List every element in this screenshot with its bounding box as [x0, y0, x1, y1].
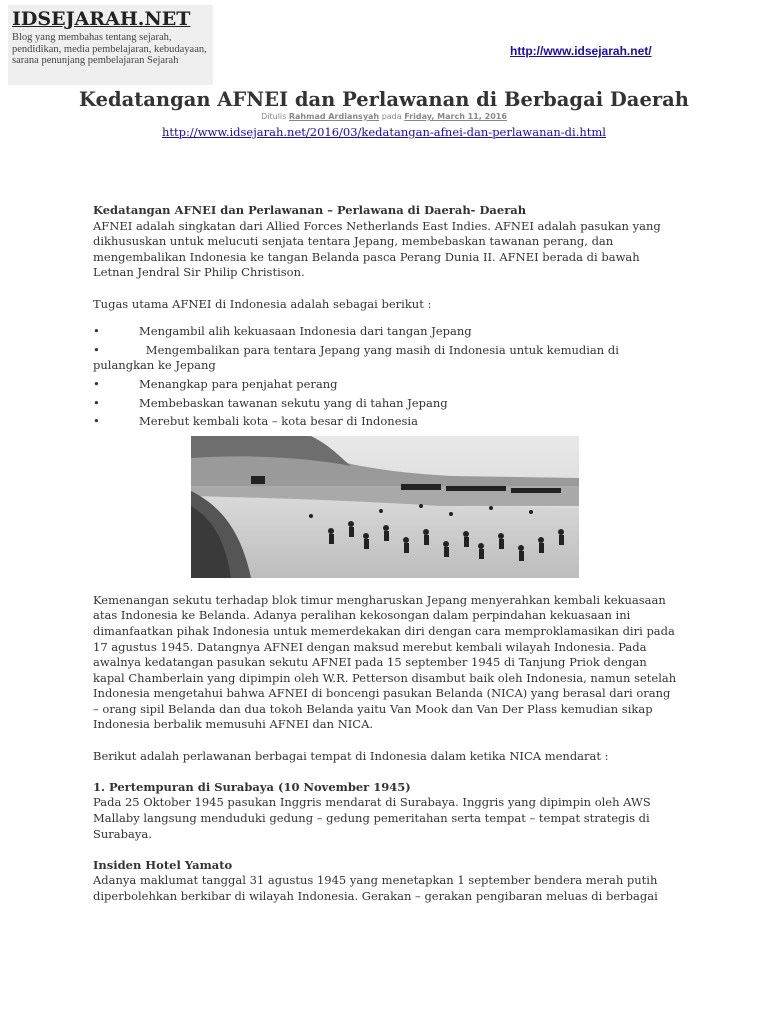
section-heading-surabaya: 1. Pertempuran di Surabaya (10 November 1945): [93, 779, 411, 794]
section-text-yamato: Adanya maklumat tanggal 31 agustus 1945 yang menetapkan 1 september bendera merah putih diperbolehkan berkibar di wilayah Indonesia. Gerakan – gerakan pengibaran meluas di berbagai: [93, 873, 658, 903]
list-item: • Mengembalikan para tentara Jepang yang masih di Indonesia untuk kemudian di pulangkan ke Jepang: [93, 342, 619, 373]
history-paragraph: Kemenangan sekutu terhadap blok timur mengharuskan Jepang menyerahkan kembali kekuasaan atas Indonesia ke Belanda. Adanya peralihan kekosongan dalam perpindahan kekuasaan ini dimanfaatkan pihak Indonesia untuk memerdekakan diri dengan cara memproklamasikan diri pada 17 agustus 1945. Datangnya AFNEI dengan maksud merebut kembali wilayah Indonesia. Pada awalnya kedatangan pasukan sekutu AFNEI pada 15 september 1945 di Tanjung Priok dengan kapal Chamberlain yang dipimpin oleh W.R. Petterson disambut baik oleh Indonesia, namun setelah Indonesia mengetahui bahwa AFNEI di boncengi pasukan Belanda (NICA) yang berasal dari orang – orang sipil Belanda dan dua tokoh Belanda yaitu Van Mook dan Van Der Plass kemudian sikap Indonesia berbalik memusuhi AFNEI dan NICA.: [93, 592, 677, 732]
list-item: • Merebut kembali kota – kota besar di Indonesia: [93, 414, 418, 429]
resistance-intro: Berikut adalah perlawanan berbagai tempat di Indonesia dalam ketika NICA mendarat :: [93, 748, 609, 763]
meta-prefix: Ditulis: [261, 112, 287, 121]
intro-paragraph: AFNEI adalah singkatan dari Allied Forces Netherlands East Indies. AFNEI adalah pasukan yang dikhususkan untuk melucuti senjata tentara Jepang, membebaskan tawanan perang, dan mengembalikan Indonesia ke tangan Belanda pasca Perang Dunia II. AFNEI berada di bawah Letnan Jendral Sir Philip Christison.: [93, 218, 661, 280]
section-heading-yamato: Insiden Hotel Yamato: [93, 857, 233, 872]
list-item: • Membebaskan tawanan sekutu yang di tahan Jepang: [93, 395, 448, 410]
site-title-link[interactable]: IDSEJARAH.NET: [12, 8, 191, 30]
article-heading: Kedatangan AFNEI dan Perlawanan – Perlawana di Daerah- Daerah: [93, 203, 527, 217]
list-item: • Menangkap para penjahat perang: [93, 376, 338, 391]
date-link[interactable]: Friday, March 11, 2016: [404, 112, 507, 121]
post-title: Kedatangan AFNEI dan Perlawanan di Berbagai Daerah: [79, 88, 689, 111]
tasks-intro: Tugas utama AFNEI di Indonesia adalah sebagai berikut :: [93, 296, 432, 311]
bullet-icon: •: [93, 324, 100, 339]
landing-photo: [191, 436, 579, 578]
site-url-link[interactable]: http://www.idsejarah.net/: [510, 44, 652, 58]
site-description: Blog yang membahas tentang sejarah, pendidikan, media pembelajaran, kebudayaan, sarana penunjang pembelajaran Sejarah: [12, 32, 207, 66]
list-item: • Mengambil alih kekuasaan Indonesia dari tangan Jepang: [93, 324, 472, 339]
site-header-box: [8, 5, 213, 85]
post-meta: [0, 112, 768, 121]
meta-middle: pada: [381, 112, 402, 121]
post-permalink[interactable]: http://www.idsejarah.net/2016/03/kedatangan-afnei-dan-perlawanan-di.html: [162, 125, 606, 139]
bullet-icon: •: [93, 414, 100, 429]
bullet-icon: •: [93, 342, 100, 357]
article-content: [93, 203, 679, 905]
bullet-icon: •: [93, 395, 100, 410]
section-text-surabaya: Pada 25 Oktober 1945 pasukan Inggris mendarat di Surabaya. Inggris yang dipimpin oleh AWS Mallaby langsung menduduki gedung – gedung pemeritahan serta tempat – tempat strategis di Surabaya.: [93, 795, 651, 841]
bullet-icon: •: [93, 376, 100, 391]
author-link[interactable]: Rahmad Ardiansyah: [288, 112, 380, 121]
